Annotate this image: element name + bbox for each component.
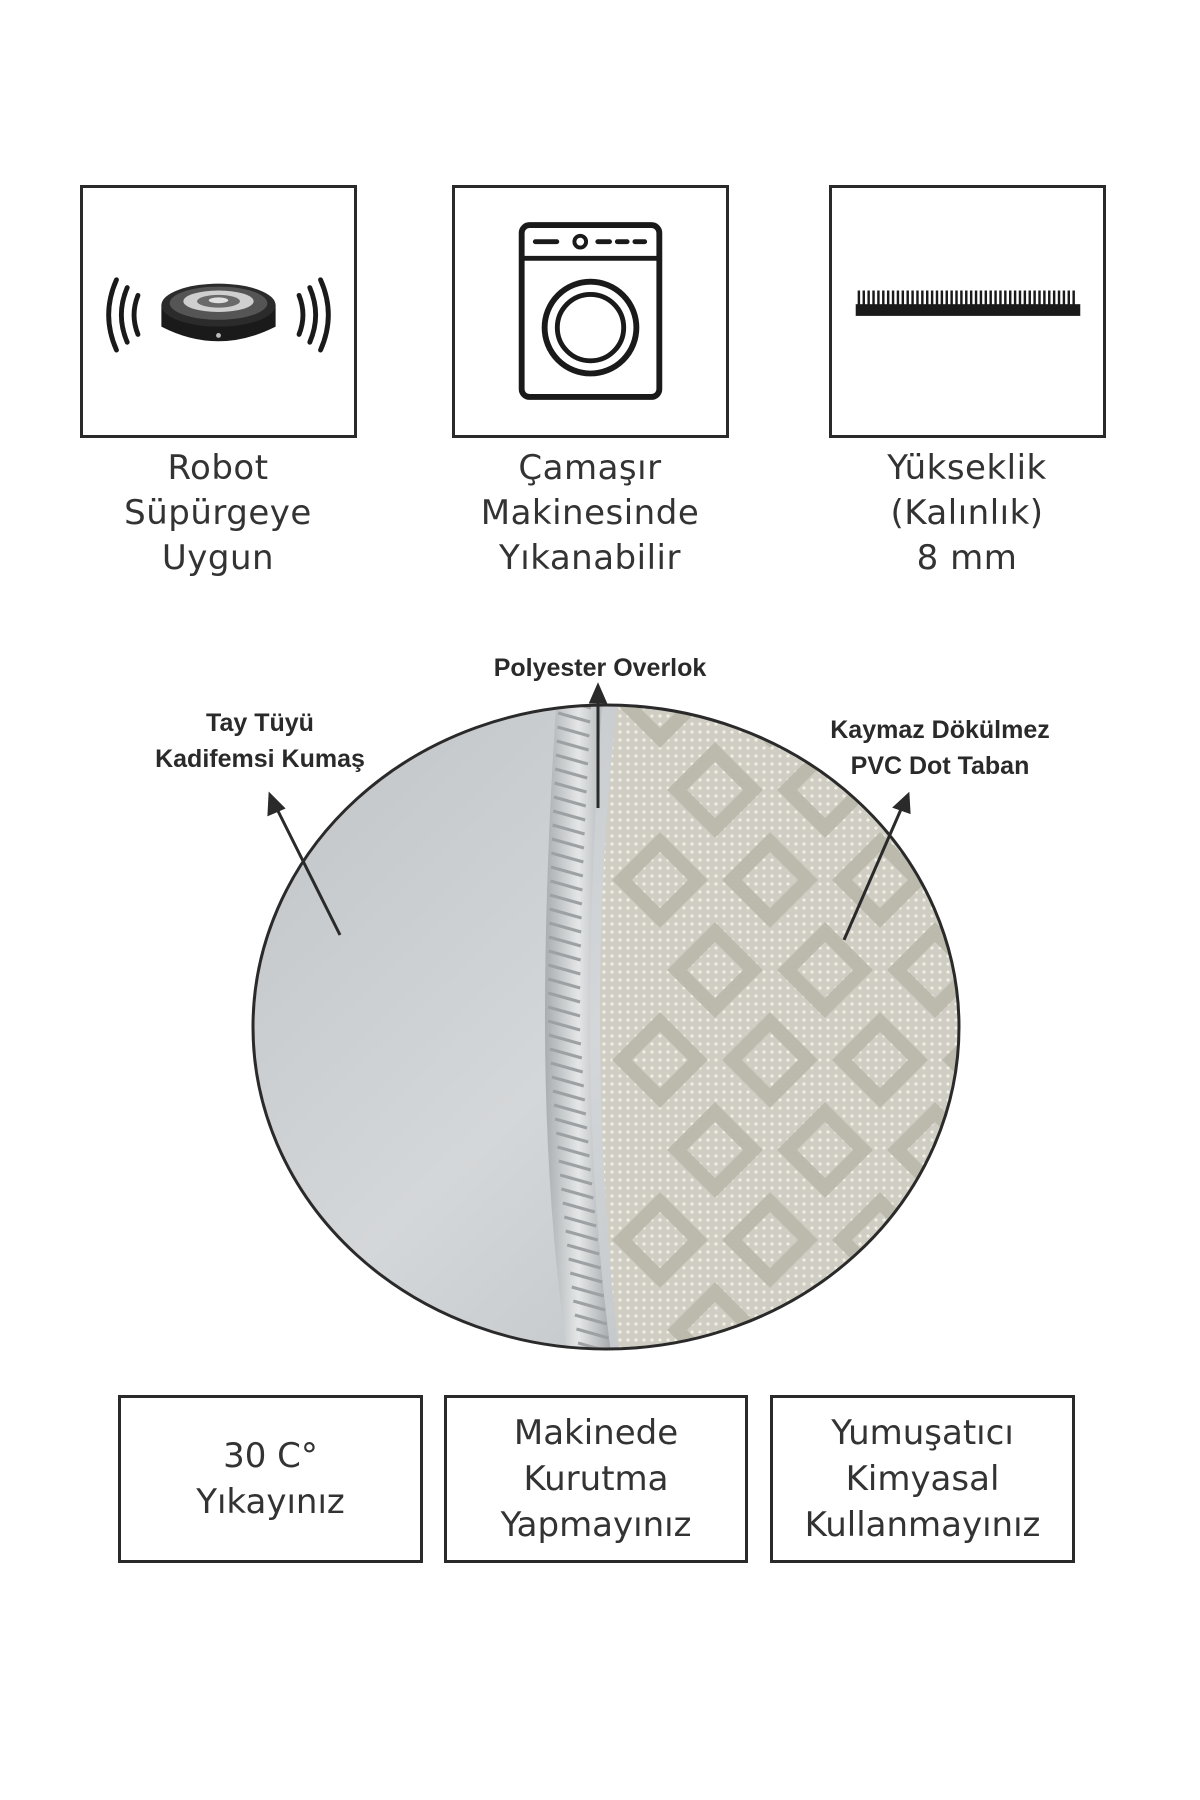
care-line: 30 C° [223,1436,318,1476]
caption-line: (Kalınlık) [890,493,1044,533]
care-line: Yıkayınız [196,1482,345,1522]
feature-caption-washing-machine [440,446,740,581]
care-line: Kimyasal [845,1459,1000,1499]
care-box-wash-temperature [118,1395,423,1563]
label-line: Polyester Overlok [493,654,707,682]
pile-height-icon [832,188,1103,435]
robot-vacuum-icon [83,188,354,435]
care-line: Yumuşatıcı [831,1413,1014,1453]
caption-line: Robot [167,448,269,488]
caption-line: Uygun [161,538,275,578]
care-line: Kullanmayınız [804,1505,1041,1545]
caption-line: Yıkanabilir [499,538,681,578]
care-box-no-tumble-dry [444,1395,748,1563]
caption-line: Makinesinde [480,493,700,533]
label-line: Kadifemsi Kumaş [155,745,365,773]
care-line: Yapmayınız [500,1505,692,1545]
care-line: Makinede [513,1413,679,1453]
feature-caption-pile-height [817,446,1117,581]
feature-box-pile-height [829,185,1106,438]
feature-caption-robot-vacuum [68,446,368,581]
feature-box-robot-vacuum [80,185,357,438]
label-line: Tay Tüyü [206,709,314,737]
label-pvc-backing [780,712,1100,784]
label-plush-fabric [120,705,400,777]
washing-machine-icon [455,188,726,435]
caption-line: Yükseklik [887,448,1047,488]
label-line: PVC Dot Taban [850,752,1030,780]
label-overlock [440,650,760,686]
label-line: Kaymaz Dökülmez [830,716,1050,744]
care-line: Kurutma [523,1459,669,1499]
caption-line: 8 mm [916,538,1018,578]
caption-line: Süpürgeye [124,493,312,533]
feature-box-washing-machine [452,185,729,438]
caption-line: Çamaşır [518,448,662,488]
care-box-no-softener [770,1395,1075,1563]
